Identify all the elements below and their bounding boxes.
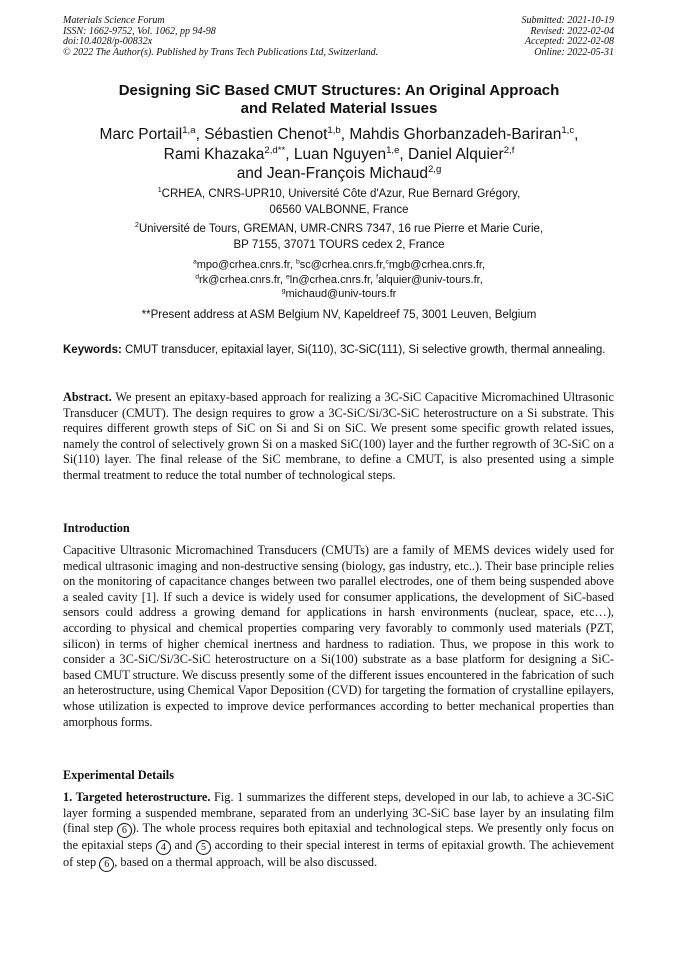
keywords — [63, 343, 614, 358]
email-list — [40, 258, 638, 302]
date-submitted: Submitted: 2021-10-19 — [521, 15, 614, 26]
author-sup: 1,b — [327, 124, 341, 136]
title-line-2: and Related Material Issues — [240, 100, 438, 117]
author-sup: 1,e — [386, 144, 400, 156]
date-revised: Revised: 2022-02-04 — [530, 25, 614, 37]
present-address: **Present address at ASM Belgium NV, Kapeldreef 75, 3001 Leuven, Belgium — [141, 309, 537, 321]
paragraph-text: , based on a thermal approach, will be also discussed. — [114, 855, 378, 870]
affiliation-2 — [40, 221, 638, 253]
author-sep: , — [195, 126, 205, 143]
abstract-label: Abstract. — [63, 390, 112, 404]
email-link[interactable]: ln@crhea.cnrs.fr, — [289, 273, 377, 286]
author-line-2 — [40, 145, 638, 165]
email-link[interactable]: sc@crhea.cnrs.fr, — [299, 259, 386, 271]
author-name: Rami Khazaka — [163, 145, 265, 163]
introduction-text: Capacitive Ultrasonic Micromachined Transducers (CMUTs) are a family of MEMS devices widely used for medical ultrasonic imaging and non-destructive sensing (biology, gas industry, etc..). Their base principle relies on the monitoring of capacitance changes between two parallel electrodes, one of them being suspended above a sealed cavity [1]. If such a device is widely used for consumer applications, the development of SiC-based sensors could address a growing demand for applications in harsh environments (nuclear, space, etc…), according to physical and chemical properties comparing very favorably to commonly used materials (PZT, silicon) in terms of higher chemical inertness and hardness to radiation. Thus, we propose in this work to consider a 3C-SiC/Si/3C-SiC heterostructure on a Si(100) substrate as a base platform for designing a SiC-based CMUT structure. We discuss presently some of the different issues encountered in the fabrication of such an heterostructure, using Chemical Vapor Deposition (CVD) for targeting the formation of crystalline epilayers, whose utilization is expected to improve device performances according to better mechanical properties than amorphous forms. — [63, 543, 614, 729]
paragraph-text: Fig. 1 summarizes the different steps, developed in our lab, to achieve a 3C-SiC layer forming a suspended membrane, separated from an underlying 3C-SiC base layer by an insulating film (final step — [63, 790, 614, 836]
affiliation-sup: 1 — [157, 186, 162, 195]
email-link[interactable]: rk@crhea.cnrs.fr, — [199, 273, 286, 286]
affiliation-line: 06560 VALBONNE, France — [269, 204, 409, 216]
journal-issn: ISSN: 1662-9752, Vol. 1062, pp 94-98 — [63, 25, 216, 37]
author-sup: 1,a — [182, 124, 196, 136]
author-sup: 2,f — [503, 144, 515, 156]
paragraph-text: according to their special interest in terms of epitaxial growth. The achievement of step — [63, 838, 614, 870]
author-line-3 — [40, 164, 638, 184]
author-name: Mahdis Ghorbanzadeh-Bariran — [349, 126, 562, 143]
experimental-heading: Experimental Details — [63, 768, 174, 782]
author-name: Jean-François Michaud — [266, 165, 428, 182]
author-sep: , — [285, 145, 294, 163]
experimental-text — [63, 790, 614, 872]
email-sup: g — [281, 287, 286, 295]
author-sep: , — [574, 126, 579, 143]
author-list — [40, 125, 638, 184]
journal-doi: doi:10.4028/p-00832x — [63, 36, 153, 47]
author-name: Marc Portail — [99, 126, 183, 143]
abstract — [63, 390, 614, 484]
author-name: Luan Nguyen — [293, 145, 387, 163]
keywords-label: Keywords: — [63, 344, 122, 356]
paragraph-text: ). The whole process requires both epitaxial and technological steps. We presently only focus on the epitaxial steps — [63, 821, 614, 853]
affiliation-line: BP 7155, 37071 TOURS cedex 2, France — [233, 239, 445, 251]
affiliation-line: Université de Tours, GREMAN, UMR-CNRS 7347, 16 rue Pierre et Marie Curie, — [138, 223, 544, 235]
keywords-text: CMUT transducer, epitaxial layer, Si(110), 3C-SiC(111), Si selective growth, thermal annealing. — [121, 344, 606, 356]
paper-title — [60, 82, 618, 118]
journal-copyright: © 2022 The Author(s). Published by Trans Tech Publications Ltd, Switzerland. — [63, 46, 379, 58]
email-sup: d — [195, 272, 200, 280]
author-line-1 — [40, 125, 638, 145]
email-sup: f — [376, 272, 379, 280]
affiliation-line: CRHEA, CNRS-UPR10, Université Côte d'Azur, Rue Bernard Grégory, — [161, 188, 521, 200]
author-and: and — [236, 165, 267, 182]
subsection-label: 1. Targeted heterostructure. — [63, 790, 211, 804]
journal-name: Materials Science Forum — [63, 15, 165, 26]
abstract-text: We present an epitaxy-based approach for realizing a 3C-SiC Capacitive Micromachined Ultrasonic Transducer (CMUT). The design requires to grow a 3C-SiC/Si/3C-SiC heterostructure on a Si substrate. This requires different growth steps of SiC on Si and Si on SiC. We present some specific growth related issues, namely the control of selectively grown Si on a masked SiC(100) layer and the further regrowth of 3C-SiC on a Si(110) layer. The final release of the SiC membrane, to define a CMUT, is also presented using a simple thermal treatment to reduce the total number of technological steps. — [63, 390, 614, 482]
email-sup: b — [295, 258, 300, 266]
step-marker: 4 — [156, 840, 171, 855]
email-link[interactable]: mpo@crhea.cnrs.fr, — [196, 259, 296, 271]
email-link[interactable]: mgb@crhea.cnrs.fr, — [388, 259, 486, 271]
email-link[interactable]: alquier@univ-tours.fr, — [378, 273, 483, 286]
author-sup: 2,g — [427, 163, 442, 175]
journal-header-right — [522, 16, 615, 58]
affiliation-sup: 2 — [134, 221, 139, 230]
paragraph-text: and — [170, 838, 196, 853]
author-sup: 2,d** — [264, 144, 286, 156]
step-marker: 6 — [99, 857, 114, 872]
email-sup: a — [192, 258, 197, 266]
title-line-1: Designing SiC Based CMUT Structures: An Original Approach — [118, 82, 560, 99]
date-online: Online: 2022-05-31 — [534, 46, 614, 58]
author-sep: , — [399, 145, 409, 163]
affiliation-1 — [40, 186, 638, 218]
email-sup: c — [385, 258, 389, 266]
date-accepted: Accepted: 2022-02-08 — [524, 36, 614, 47]
step-marker: 6 — [117, 823, 132, 838]
author-sup: 1,c — [561, 124, 575, 136]
author-name: Daniel Alquier — [408, 145, 504, 163]
journal-header-left — [63, 16, 378, 58]
step-marker: 5 — [196, 840, 211, 855]
author-name: Sébastien Chenot — [204, 126, 328, 143]
email-sup: e — [285, 272, 290, 280]
introduction-heading: Introduction — [63, 521, 130, 535]
author-sep: , — [340, 126, 350, 143]
email-link[interactable]: michaud@univ-tours.fr — [285, 288, 397, 300]
